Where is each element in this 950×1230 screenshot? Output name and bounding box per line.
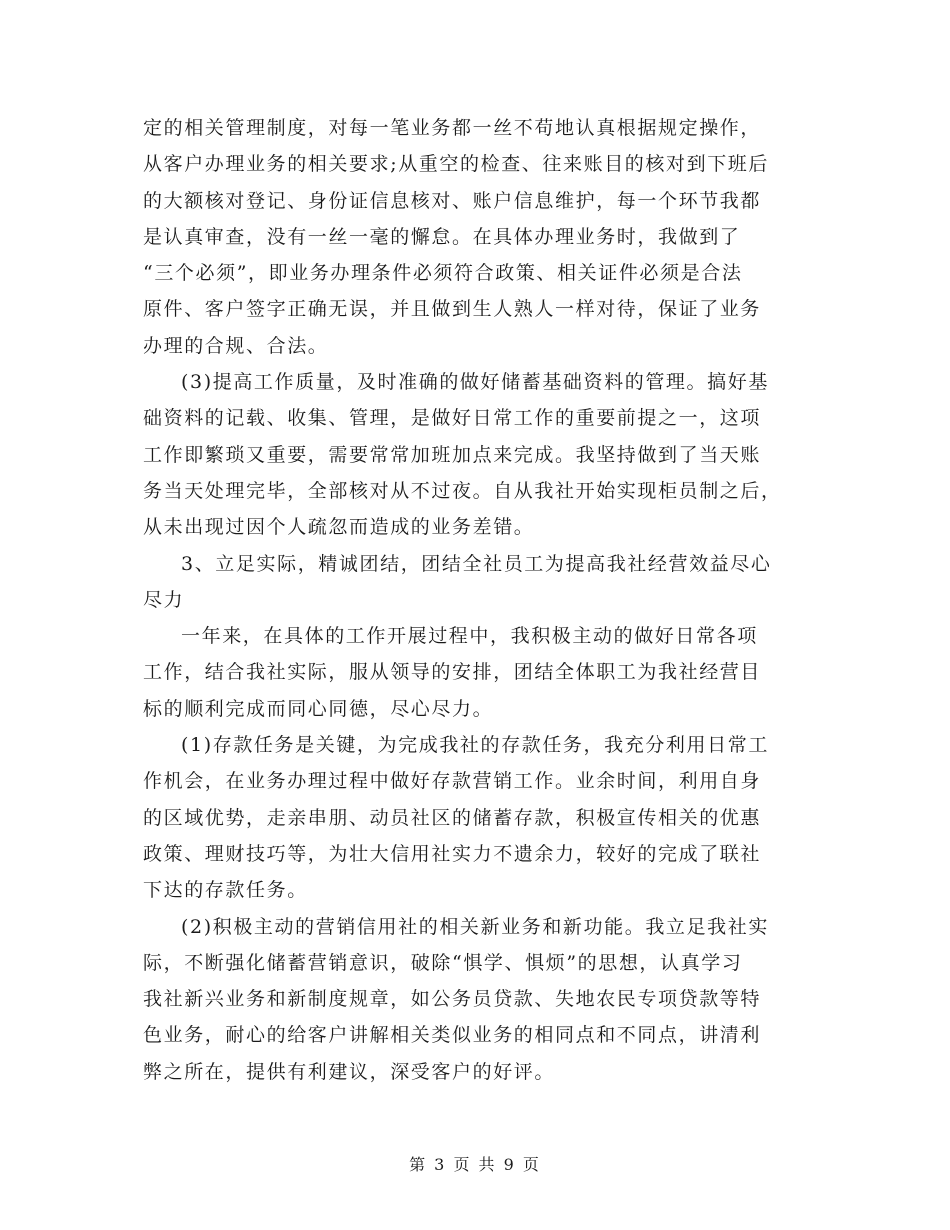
text-line: 务当天处理完毕，全部核对从不过夜。自从我社开始实现柜员制之后， [143,479,782,502]
text-line: 的区域优势，走亲串朋、动员社区的储蓄存款，积极宣传相关的优惠 [143,806,762,829]
text-line: 从客户办理业务的相关要求;从重空的检查、往来账目的核对到下班后 [143,153,770,176]
section-heading-line: 尽力 [143,588,185,611]
paragraph-start-line: 一年来，在具体的工作开展过程中，我积极主动的做好日常各项 [181,625,758,648]
paragraph-start-line: (3)提高工作质量，及时准确的做好储蓄基础资料的管理。搞好基 [181,371,769,394]
text-line: 办理的合规、合法。 [143,334,329,357]
section-heading-line: 3、立足实际，精诚团结，团结全社员工为提高我社经营效益尽心 [181,552,772,575]
text-line: 础资料的记载、收集、管理，是做好日常工作的重要前提之一，这项 [143,407,762,430]
text-line: 工作，结合我社实际，服从领导的安排，团结全体职工为我社经营目 [143,661,762,684]
text-line: 的大额核对登记、身份证信息核对、账户信息维护，每一个环节我都 [143,189,762,212]
document-body [143,110,807,1090]
text-line: 是认真审查，没有一丝一毫的懈怠。在具体办理业务时，我做到了 [143,225,741,248]
paragraph-start-line: (2)积极主动的营销信用社的相关新业务和新功能。我立足我社实 [181,915,769,938]
text-line: “三个必须”，即业务办理条件必须符合政策、相关证件必须是合法 [143,262,743,285]
text-line: 原件、客户签字正确无误，并且做到生人熟人一样对待，保证了业务 [143,298,762,321]
text-line: 标的顺利完成而同心同德，尽心尽力。 [143,697,494,720]
text-line: 政策、理财技巧等，为壮大信用社实力不遗余力，较好的完成了联社 [143,842,762,865]
page-number-footer: 第 3 页 共 9 页 [409,1155,541,1174]
paragraph-start-line: (1)存款任务是关键，为完成我社的存款任务，我充分利用日常工 [181,734,769,757]
text-line: 弊之所在，提供有利建议，深受客户的好评。 [143,1060,556,1083]
text-line: 色业务，耐心的给客户讲解相关类似业务的相同点和不同点，讲清利 [143,1024,762,1047]
text-line: 下达的存款任务。 [143,879,308,902]
text-line: 我社新兴业务和新制度规章，如公务员贷款、失地农民专项贷款等特 [143,988,762,1011]
text-line: 从未出现过因个人疏忽而造成的业务差错。 [143,516,535,539]
text-line: 工作即繁琐又重要，需要常常加班加点来完成。我坚持做到了当天账 [143,443,762,466]
text-line: 作机会，在业务办理过程中做好存款营销工作。业余时间，利用自身 [143,770,762,793]
text-line: 际，不断强化储蓄营销意识，破除“惧学、惧烦”的思想，认真学习 [143,951,743,974]
text-line: 定的相关管理制度，对每一笔业务都一丝不苟地认真根据规定操作， [143,117,762,139]
